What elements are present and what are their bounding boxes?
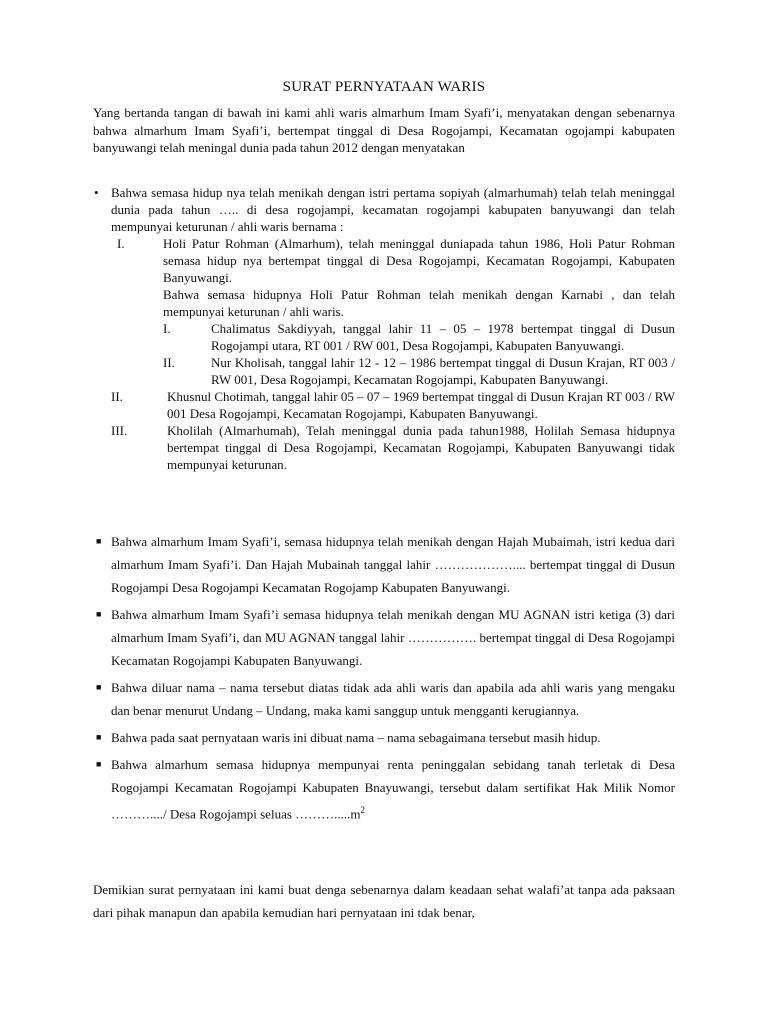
bullet-first-marriage-text: Bahwa semasa hidup nya telah menikah dengan istri pertama sopiyah (almarhumah) telah telah meninggal dunia pada tahun ….. di desa rogojampi, kecamatan rogojampi kabupaten banyuwangi dan telah mempunyai keturunan / ahli waris bernama : — [111, 185, 675, 234]
statement-item — [93, 726, 675, 749]
area-superscript: 2 — [360, 805, 366, 815]
square-bullet: ■ — [96, 759, 102, 769]
statement-item — [93, 753, 675, 825]
square-bullet: ■ — [96, 682, 102, 692]
grandchild-item — [163, 320, 675, 354]
statement-text: Bahwa almarhum Imam Syafi’i semasa hidupnya telah menikah dengan MU AGNAN istri ketiga (3) dari almarhum Imam Syafi’i, dan MU AGNAN tanggal lahir ……………. bertempat tinggal di Desa Rogojampi Kecamatan Rogojampi Kabupaten Banyuwangi. — [111, 607, 675, 668]
heir-text: Khusnul Chotimah, tanggal lahir 05 – 07 – 1969 bertempat tinggal di Dusun Krajan RT 003 / RW 001 Desa Rogojampi, Kecamatan Rogojampi, Kabupaten Banyuwangi. — [167, 389, 675, 421]
statement-item — [93, 676, 675, 722]
closing-paragraph: Demikian surat pernyataan ini kami buat denga sebenarnya dalam keadaan sehat walafi’at tanpa ada paksaan dari pihak manapun dan apabila kemudian hari pernyataan ini tdak benar, — [93, 882, 675, 920]
heir-number: III. — [111, 423, 128, 438]
grandchild-text: Nur Kholisah, tanggal lahir 12 - 12 – 1986 bertempat tinggal di Dusun Krajan, RT 003 / RW 001, Desa Rogojampi, Kecamatan Rogojampi, Kabupaten Banyuwangi. — [211, 355, 675, 387]
bullet-dot: • — [94, 185, 99, 200]
grandchild-item — [163, 354, 675, 388]
heir-number: I. — [117, 236, 125, 251]
statement-text: Bahwa almarhum semasa hidupnya mempunyai renta peninggalan sebidang tanah terletak di Desa Rogojampi Kecamatan Rogojampi Kabupaten Bnayuwangi, tersebut dalam sertifikat Hak Milik Nomor ………..../ Desa Rogojampi seluas ……….....m — [111, 757, 675, 822]
heir-extra-text: Bahwa semasa hidupnya Holi Patur Rohman telah menikah dengan Karnabi , dan telah mempunyai keturunan / ahli waris. — [163, 287, 675, 319]
statement-text: Bahwa almarhum Imam Syafi’i, semasa hidupnya telah menikah dengan Hajah Mubaimah, istri kedua dari almarhum Imam Syafi’i. Dan Hajah Mubainah tanggal lahir ……………….... bertempat tinggal di Dusun Rogojampi Desa Rogojampi Kecamatan Rogojamp Kabupaten Banyuwangi. — [111, 534, 675, 595]
heir-number: II. — [111, 389, 123, 404]
square-bullet: ■ — [96, 609, 102, 619]
statement-text-land — [111, 753, 675, 825]
grandchild-number: I. — [163, 321, 171, 336]
heirs-list — [93, 235, 675, 473]
grandchild-number: II. — [163, 355, 175, 370]
statement-item — [93, 530, 675, 599]
grandchild-text: Chalimatus Sakdiyyah, tanggal lahir 11 – 05 – 1978 bertempat tinggal di Dusun Rogojampi utara, RT 001 / RW 001, Desa Rogojampi, Kabupaten Banyuwangi. — [211, 321, 675, 353]
heir-item — [111, 388, 675, 422]
heir-item — [117, 235, 675, 388]
square-bullet: ■ — [96, 536, 102, 546]
heir-text: Holi Patur Rohman (Almarhum), telah meninggal duniapada tahun 1986, Holi Patur Rohman semasa hidup nya bertempat tinggal di Desa Rogojampi, Kecamatan Rogojampi, Kabupaten Banyuwangi. — [163, 236, 675, 285]
statement-text: Bahwa pada saat pernyataan waris ini dibuat nama – nama sebagaimana tersebut masih hidup. — [111, 730, 601, 745]
intro-paragraph: Yang bertanda tangan di bawah ini kami ahli waris almarhum Imam Syafi’i, menyatakan dengan sebenarnya bahwa almarhum Imam Syafi’i, bertempat tinggal di Desa Rogojampi, Kecamatan ogojampi kabupaten banyuwangi telah meningal dunia pada tahun 2012 dengan menyatakan — [93, 105, 675, 155]
statement-text: Bahwa diluar nama – nama tersebut diatas tidak ada ahli waris dan apabila ada ahli waris yang mengaku dan benar menurut Undang – Undang, maka kami sanggup untuk mengganti kerugiannya. — [111, 680, 675, 718]
heir-item — [111, 422, 675, 473]
document-title: SURAT PERNYATAAN WARIS — [282, 79, 486, 95]
bullet-first-marriage — [93, 184, 675, 473]
statement-item — [93, 603, 675, 672]
statement-list — [93, 530, 675, 825]
square-bullet: ■ — [96, 732, 102, 742]
heir-text: Kholilah (Almarhumah), Telah meninggal dunia pada tahun1988, Holilah Semasa hidupnya bertempat tinggal di Desa Rogojampi, Kecamatan Rogojampi, Kabupaten Banyuwangi tidak mempunyai keturunan. — [167, 423, 675, 472]
